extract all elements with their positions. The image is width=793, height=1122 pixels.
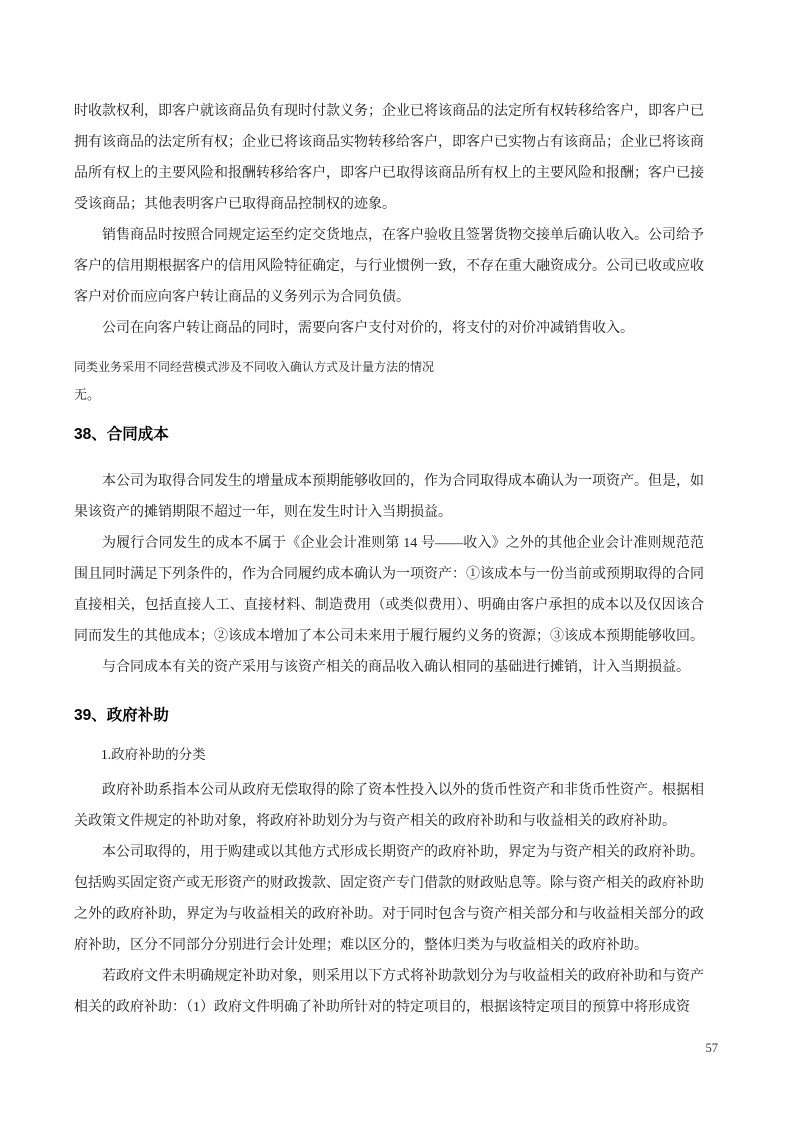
paragraph-contract-acquisition-costs: 本公司为取得合同发生的增量成本预期能够收回的，作为合同取得成本确认为一项资产。但是，如果该资产的摊销期限不超过一年，则在发生时计入当期损益。 (74, 474, 704, 520)
subheading-grant-classification: 1.政府补助的分类 (101, 747, 206, 762)
paragraph-consideration-payable: 公司在向客户转让商品的同时，需要向客户支付对价的，将支付的对价冲减销售收入。 (102, 321, 634, 336)
paragraph-grant-classification-method: 若政府文件未明确规定补助对象，则采用以下方式将补助款划分为与收益相关的政府补助和与资产相关的政府补助：（1）政府文件明确了补助所针对的特定项目的，根据该特定项目的预算中将形成资 (74, 969, 704, 1015)
paragraph-control-transfer-indicators: 时收款权利，即客户就该商品负有现时付款义务；企业已将该商品的法定所有权转移给客户，即客户已拥有该商品的法定所有权；企业已将该商品实物转移给客户，即客户已实物占有该商品；企业已将该商品所有权上的主要风险和报酬转移给客户，即客户已取得该商品所有权上的主要风险和报酬；客户已接受该商品；其他表明客户已取得商品控制权的迹象。 (74, 104, 704, 212)
paragraph-contract-fulfillment-costs: 为履行合同发生的成本不属于《企业会计准则第 14 号——收入》之外的其他企业会计准则规范范围且同时满足下列条件的，作为合同履约成本确认为一项资产：①该成本与一份当前或预期取得的合同直接相关，包括直接人工、直接材料、制造费用（或类似费用）、明确由客户承担的成本以及仅因该合同而发生的其他成本；②该成本增加了本公司未来用于履行履约义务的资源；③该成本预期能够收回。 (74, 536, 704, 644)
paragraph-revenue-recognition-delivery: 销售商品时按照合同规定运至约定交货地点，在客户验收且签署货物交接单后确认收入。公司给予客户的信用期根据客户的信用风险特征确定，与行业惯例一致，不存在重大融资成分。公司已收或应收客户对价而应向客户转让商品的义务列示为合同负债。 (74, 228, 704, 305)
document-content (74, 96, 704, 1023)
heading-38-contract-costs: 38、合同成本 (74, 426, 169, 443)
note-different-business-models-label: 同类业务采用不同经营模式涉及不同收入确认方式及计量方法的情况 (74, 360, 435, 374)
note-answer-none: 无。 (74, 387, 101, 402)
paragraph-grant-definition: 政府补助系指本公司从政府无偿取得的除了资本性投入以外的货币性资产和非货币性资产。根据相关政策文件规定的补助对象，将政府补助划分为与资产相关的政府补助和与收益相关的政府补助。 (74, 783, 704, 829)
heading-39-government-grants: 39、政府补助 (74, 707, 169, 724)
page-number: 57 (705, 1041, 718, 1055)
paragraph-asset-related-grants: 本公司取得的，用于购建或以其他方式形成长期资产的政府补助，界定为与资产相关的政府补助。包括购买固定资产或无形资产的财政拨款、固定资产专门借款的财政贴息等。除与资产相关的政府补助之外的政府补助，界定为与收益相关的政府补助。对于同时包含与资产相关部分和与收益相关部分的政府补助，区分不同部分分别进行会计处理；难以区分的，整体归类为与收益相关的政府补助。 (74, 845, 704, 953)
paragraph-contract-cost-amortization: 与合同成本有关的资产采用与该资产相关的商品收入确认相同的基础进行摊销，计入当期损益。 (102, 660, 690, 675)
